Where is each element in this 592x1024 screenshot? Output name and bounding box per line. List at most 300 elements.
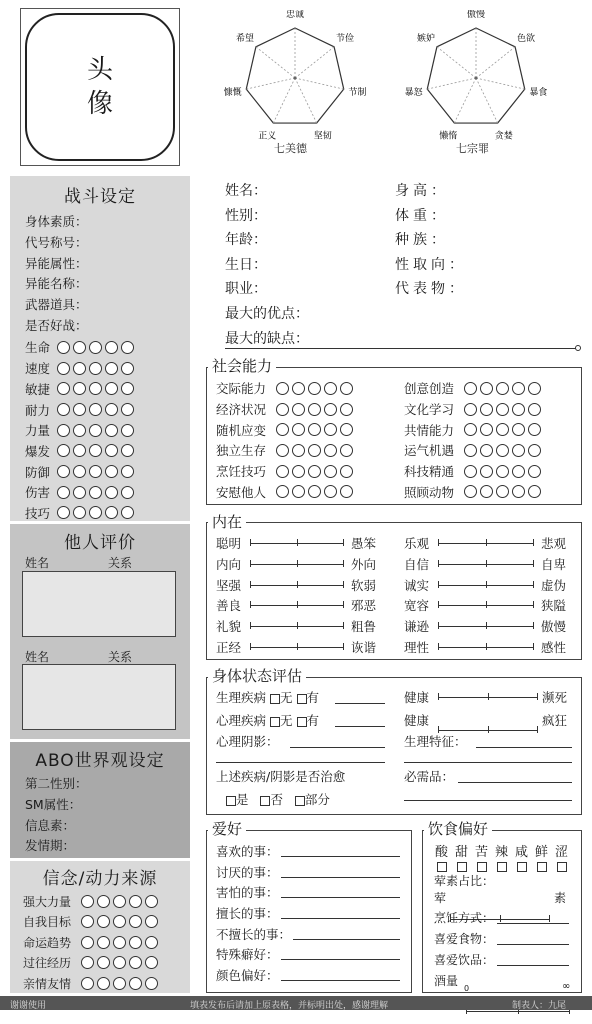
social-rating-circle[interactable]: [528, 485, 541, 498]
social-rating-circle[interactable]: [496, 382, 509, 395]
combat-field-label[interactable]: 武器道具：: [25, 297, 88, 313]
social-rating-circle[interactable]: [276, 423, 289, 436]
motivation-rating-circle[interactable]: [113, 977, 126, 990]
inner-left-trait: 自信: [404, 557, 430, 573]
combat-stat-rating-circle[interactable]: [121, 465, 134, 478]
combat-stat-rating-circle[interactable]: [121, 424, 134, 437]
taste-checkbox[interactable]: [497, 862, 507, 872]
combat-stat-rating-circle[interactable]: [89, 424, 102, 437]
social-rating-circle[interactable]: [480, 444, 493, 457]
social-rating-circle[interactable]: [464, 485, 477, 498]
combat-stat-rating-circle[interactable]: [121, 444, 134, 457]
sin-axis: [476, 78, 525, 89]
social-rating-circle[interactable]: [464, 403, 477, 416]
social-row: [404, 378, 544, 399]
combat-stat-rating-circle[interactable]: [57, 486, 70, 499]
body-state-title: 身体状态评估: [208, 665, 306, 686]
dying-label: 濒死: [542, 690, 568, 705]
abo-field-label[interactable]: 第二性别：: [25, 776, 88, 792]
combat-stat-rating-circle[interactable]: [105, 506, 118, 519]
combat-stat-rating-circle[interactable]: [89, 362, 102, 375]
combat-stat-rating-circle[interactable]: [89, 341, 102, 354]
social-rating-circle[interactable]: [292, 485, 305, 498]
abo-field-label[interactable]: 信息素：: [25, 817, 76, 833]
sin-label: 暴怒: [404, 88, 423, 99]
social-rating-circle[interactable]: [340, 423, 353, 436]
inner-trait-slider[interactable]: [250, 534, 344, 544]
social-rating-circle[interactable]: [496, 485, 509, 498]
social-rating-circle[interactable]: [340, 403, 353, 416]
taste-label: 鲜: [534, 845, 548, 860]
hobby-label: 颜色偏好：: [216, 967, 279, 983]
traits-line-2: [404, 762, 572, 763]
motivation-rating-circle[interactable]: [113, 895, 126, 908]
social-row: [404, 481, 544, 502]
social-rating-circle[interactable]: [464, 444, 477, 457]
taste-option: [474, 841, 489, 872]
social-rating-circle[interactable]: [480, 465, 493, 478]
hobby-label: 讨厌的事：: [216, 864, 279, 880]
avatar-box[interactable]: [25, 13, 175, 161]
motivation-rating-circle[interactable]: [97, 977, 110, 990]
inner-right-trait: 狭隘: [540, 598, 566, 614]
cured-options: [226, 790, 330, 808]
basic-field-left[interactable]: 姓名：: [225, 183, 267, 199]
social-rating-circle[interactable]: [528, 423, 541, 436]
combat-stat-rating-circle[interactable]: [57, 465, 70, 478]
motivation-rating-circle[interactable]: [129, 915, 142, 928]
inner-trait-slider[interactable]: [438, 555, 534, 565]
virtue-label: 坚韧: [313, 131, 332, 142]
inner-right-trait: 愚笨: [350, 536, 376, 552]
cured-partial-label: 部分: [304, 792, 330, 807]
motivation-rating-circle[interactable]: [129, 936, 142, 949]
social-rating-circle[interactable]: [464, 382, 477, 395]
motivation-rating-circle[interactable]: [145, 936, 158, 949]
social-rating-circle[interactable]: [308, 444, 321, 457]
inner-trait-slider[interactable]: [250, 617, 344, 627]
social-rating-circle[interactable]: [324, 465, 337, 478]
social-row: [216, 419, 356, 440]
hobby-row[interactable]: [216, 882, 406, 903]
social-rating-circle[interactable]: [340, 382, 353, 395]
combat-stat-rating-circle[interactable]: [105, 382, 118, 395]
inner-row: [216, 595, 376, 616]
social-rating-circle[interactable]: [480, 485, 493, 498]
combat-stat-rating-circle[interactable]: [57, 424, 70, 437]
inner-trait-slider[interactable]: [250, 596, 344, 606]
social-label: 交际能力: [216, 381, 267, 397]
basic-field-right[interactable]: 身高：: [395, 183, 449, 199]
taste-label: 甜: [454, 845, 468, 860]
motivation-rating-circle[interactable]: [81, 915, 94, 928]
combat-stat-rating-circle[interactable]: [121, 403, 134, 416]
combat-stat-label: 生命: [25, 340, 51, 356]
motivation-rating-circle[interactable]: [145, 956, 158, 969]
combat-stat-row: [25, 358, 190, 379]
virtue-axis: [246, 78, 295, 89]
inner-row: [216, 636, 376, 657]
motivation-rating-circle[interactable]: [97, 936, 110, 949]
virtue-axis: [295, 47, 334, 78]
social-rating-circle[interactable]: [324, 485, 337, 498]
social-rating-circle[interactable]: [292, 444, 305, 457]
hobby-line: [281, 907, 400, 919]
social-label: 共情能力: [404, 422, 455, 438]
combat-stat-rating-circle[interactable]: [57, 341, 70, 354]
social-rating-circle[interactable]: [480, 403, 493, 416]
inner-row: [216, 616, 376, 637]
social-row: [216, 481, 356, 502]
footer-center: 填表发布后请加上原表格，并标明出处，感谢理解: [190, 1001, 389, 1011]
inner-trait-slider[interactable]: [438, 638, 534, 648]
combat-stat-row: [25, 337, 190, 358]
inner-row: [404, 595, 566, 616]
combat-field-label[interactable]: 异能名称：: [25, 276, 88, 292]
taste-label: 咸: [514, 845, 528, 860]
cooking-line: [497, 923, 569, 924]
social-rating-circle[interactable]: [512, 423, 525, 436]
motivation-label: 亲情友情: [23, 976, 72, 991]
social-rating-circle[interactable]: [512, 382, 525, 395]
inner-trait-slider[interactable]: [438, 576, 534, 586]
inner-row: [404, 574, 566, 595]
social-rating-circle[interactable]: [496, 403, 509, 416]
abo-field-label[interactable]: SM属性：: [25, 797, 82, 813]
social-rating-circle[interactable]: [512, 444, 525, 457]
hobby-row[interactable]: [216, 862, 406, 883]
motivation-panel: [10, 861, 190, 993]
inner-left-trait: 宽容: [404, 598, 430, 614]
combat-stat-rating-circle[interactable]: [73, 444, 86, 457]
social-rating-circle[interactable]: [276, 485, 289, 498]
social-rating-circle[interactable]: [464, 465, 477, 478]
hobby-line: [281, 845, 400, 857]
basic-field-left[interactable]: 性别：: [225, 207, 267, 224]
combat-stat-label: 技巧: [25, 505, 51, 521]
motivation-rating-circle[interactable]: [81, 956, 94, 969]
basic-field-left[interactable]: 年龄：: [225, 232, 267, 249]
combat-field-label[interactable]: 是否好战：: [25, 317, 88, 333]
motivation-row: [23, 973, 190, 994]
social-rating-circle[interactable]: [292, 382, 305, 395]
basic-field-right[interactable]: 代表物：: [395, 281, 467, 298]
motivation-rating-circle[interactable]: [145, 915, 158, 928]
inner-trait-slider[interactable]: [250, 555, 344, 565]
motivation-row: [23, 891, 190, 912]
motivation-rating-circle[interactable]: [81, 977, 94, 990]
hobby-title: 爱好: [208, 818, 246, 839]
combat-stat-row: [25, 441, 190, 462]
social-rating-circle[interactable]: [464, 423, 477, 436]
social-rating-circle[interactable]: [340, 485, 353, 498]
social-label: 照顾动物: [404, 484, 455, 500]
social-rating-circle[interactable]: [276, 465, 289, 478]
social-rating-circle[interactable]: [324, 423, 337, 436]
social-row: [404, 419, 544, 440]
basic-field-left[interactable]: 生日：: [225, 256, 267, 273]
motivation-rating-circle[interactable]: [113, 956, 126, 969]
taste-label: 苦: [474, 845, 488, 860]
diet-title: 饮食偏好: [424, 818, 492, 839]
social-rating-circle[interactable]: [308, 423, 321, 436]
inner-trait-slider[interactable]: [438, 617, 534, 627]
social-rating-circle[interactable]: [496, 423, 509, 436]
inner-trait-slider[interactable]: [250, 576, 344, 586]
combat-stat-rating-circle[interactable]: [73, 506, 86, 519]
inner-trait-slider[interactable]: [250, 638, 344, 648]
social-row: [404, 440, 544, 461]
combat-field-label[interactable]: 代号称号：: [25, 235, 88, 251]
social-rating-circle[interactable]: [308, 465, 321, 478]
combat-stat-rating-circle[interactable]: [105, 341, 118, 354]
mental-illness-label: 心理疾病: [216, 713, 267, 728]
virtue-label: 节俭: [336, 34, 355, 45]
combat-stat-rating-circle[interactable]: [105, 403, 118, 416]
social-rating-circle[interactable]: [496, 444, 509, 457]
others-name-label-2: 姓名: [25, 650, 50, 664]
taste-option: [534, 841, 549, 872]
motivation-rating-circle[interactable]: [129, 956, 142, 969]
combat-stat-rating-circle[interactable]: [105, 362, 118, 375]
combat-stat-rating-circle[interactable]: [73, 382, 86, 395]
virtue-label: 慷慨: [223, 88, 242, 99]
social-rating-circle[interactable]: [528, 444, 541, 457]
cured-no-checkbox[interactable]: [260, 796, 270, 806]
combat-stat-rating-circle[interactable]: [105, 444, 118, 457]
social-rating-circle[interactable]: [496, 465, 509, 478]
hobby-row[interactable]: [216, 944, 406, 965]
combat-stat-rating-circle[interactable]: [73, 403, 86, 416]
inner-title: 内在: [208, 511, 246, 532]
combat-stat-rating-circle[interactable]: [57, 444, 70, 457]
combat-stat-rating-circle[interactable]: [73, 362, 86, 375]
sins-caption: 七宗罪: [456, 142, 489, 155]
others-eval-box-1[interactable]: [22, 571, 176, 637]
sin-axis: [427, 78, 476, 89]
combat-stat-rating-circle[interactable]: [57, 506, 70, 519]
social-label: 文化学习: [404, 402, 455, 418]
social-rating-circle[interactable]: [324, 403, 337, 416]
abo-field-label[interactable]: 发情期：: [25, 838, 76, 854]
social-label: 科技精通: [404, 464, 455, 480]
flaw-line-dot: [575, 345, 581, 351]
combat-stat-rating-circle[interactable]: [105, 465, 118, 478]
motivation-rating-circle[interactable]: [97, 956, 110, 969]
inner-right-trait: 感性: [540, 639, 566, 655]
social-rating-circle[interactable]: [292, 423, 305, 436]
social-rating-circle[interactable]: [512, 485, 525, 498]
virtue-axis: [295, 78, 344, 89]
combat-stat-rating-circle[interactable]: [57, 403, 70, 416]
basic-field-right[interactable]: 体重：: [395, 207, 449, 224]
basic-field-right[interactable]: 性取向：: [395, 256, 467, 273]
social-row: [216, 440, 356, 461]
combat-stat-rating-circle[interactable]: [89, 486, 102, 499]
inner-right-trait: 悲观: [540, 536, 566, 552]
others-eval-box-2[interactable]: [22, 664, 176, 730]
virtue-label: 希望: [235, 34, 254, 45]
motivation-rating-circle[interactable]: [81, 936, 94, 949]
social-label: 随机应变: [216, 422, 267, 438]
social-rating-circle[interactable]: [308, 485, 321, 498]
taste-checkbox[interactable]: [537, 862, 547, 872]
social-rating-circle[interactable]: [528, 465, 541, 478]
inner-left-trait: 礼貌: [216, 619, 242, 635]
combat-stat-row: [25, 379, 190, 400]
motivation-rating-circle[interactable]: [81, 895, 94, 908]
food-label: 喜爱食物：: [434, 932, 495, 946]
taste-checkbox[interactable]: [477, 862, 487, 872]
combat-field-label[interactable]: 身体素质：: [25, 214, 88, 230]
physical-has-checkbox[interactable]: [297, 694, 307, 704]
mental-has-checkbox[interactable]: [297, 717, 307, 727]
motivation-rating-circle[interactable]: [129, 895, 142, 908]
mental-none-label: 无: [280, 713, 293, 728]
social-rating-circle[interactable]: [480, 382, 493, 395]
social-rating-circle[interactable]: [340, 444, 353, 457]
inner-left-trait: 乐观: [404, 536, 430, 552]
social-rating-circle[interactable]: [528, 382, 541, 395]
combat-stat-rating-circle[interactable]: [121, 486, 134, 499]
social-rating-circle[interactable]: [324, 444, 337, 457]
virtues-caption: 七美德: [274, 142, 307, 155]
combat-stat-rating-circle[interactable]: [73, 465, 86, 478]
merit-label: 最大的优点：: [225, 306, 309, 322]
veg-label: 素: [554, 891, 567, 905]
virtue-center: [294, 77, 297, 80]
health-insanity-slider[interactable]: [438, 721, 538, 731]
combat-stat-rating-circle[interactable]: [89, 403, 102, 416]
motivation-rating-circle[interactable]: [145, 895, 158, 908]
taste-checkbox[interactable]: [557, 862, 567, 872]
social-label: 烹饪技巧: [216, 464, 267, 480]
social-rating-circle[interactable]: [512, 403, 525, 416]
virtue-label: 正义: [258, 131, 277, 142]
combat-stat-rating-circle[interactable]: [89, 465, 102, 478]
social-rating-circle[interactable]: [308, 403, 321, 416]
sin-axis: [437, 47, 476, 78]
motivation-label: 命运趋势: [23, 935, 72, 950]
combat-stat-label: 力量: [25, 423, 51, 439]
avatar-frame: [20, 8, 180, 166]
inner-row: [404, 554, 566, 575]
combat-stat-row: [25, 399, 190, 420]
motivation-rating-circle[interactable]: [113, 936, 126, 949]
combat-stat-rating-circle[interactable]: [73, 424, 86, 437]
social-rating-circle[interactable]: [292, 403, 305, 416]
social-rating-circle[interactable]: [324, 382, 337, 395]
combat-stat-rating-circle[interactable]: [121, 362, 134, 375]
social-rating-circle[interactable]: [276, 382, 289, 395]
taste-checkbox[interactable]: [517, 862, 527, 872]
motivation-rating-circle[interactable]: [145, 977, 158, 990]
social-row: [404, 461, 544, 482]
combat-stat-rating-circle[interactable]: [121, 382, 134, 395]
social-rating-circle[interactable]: [308, 382, 321, 395]
inner-trait-slider[interactable]: [438, 596, 534, 606]
combat-field-label[interactable]: 异能属性：: [25, 255, 88, 271]
hobby-row[interactable]: [216, 923, 406, 944]
physical-illness-row: [216, 688, 319, 706]
inner-left-trait: 谦逊: [404, 619, 430, 635]
motivation-rating-circle[interactable]: [97, 895, 110, 908]
taste-checkbox[interactable]: [457, 862, 467, 872]
inner-left-trait: 正经: [216, 639, 242, 655]
combat-title: 战斗设定: [64, 187, 136, 207]
basic-field-right[interactable]: 种族：: [395, 232, 449, 249]
social-rating-circle[interactable]: [276, 403, 289, 416]
mental-illness-row: [216, 711, 319, 729]
social-row: [216, 399, 356, 420]
combat-stat-rating-circle[interactable]: [57, 382, 70, 395]
combat-panel: [10, 176, 190, 521]
social-rating-circle[interactable]: [292, 465, 305, 478]
physical-illness-line: [335, 703, 385, 704]
combat-stat-rating-circle[interactable]: [73, 341, 86, 354]
combat-stat-rating-circle[interactable]: [89, 444, 102, 457]
inner-right-trait: 傲慢: [540, 619, 566, 635]
cured-partial-checkbox[interactable]: [295, 796, 305, 806]
mental-none-checkbox[interactable]: [270, 717, 280, 727]
others-name-label-1: 姓名: [25, 556, 50, 570]
combat-stat-rating-circle[interactable]: [121, 506, 134, 519]
hobby-label: 擅长的事：: [216, 906, 279, 922]
social-row: [216, 461, 356, 482]
combat-stat-row: [25, 503, 190, 524]
combat-stat-label: 爆发: [25, 443, 51, 459]
hobby-row[interactable]: [216, 841, 406, 862]
inner-left-trait: 善良: [216, 598, 242, 614]
motivation-rating-circle[interactable]: [97, 915, 110, 928]
footer-left: 谢谢使用: [10, 1001, 47, 1011]
hobby-row[interactable]: [216, 965, 406, 986]
social-rating-circle[interactable]: [340, 465, 353, 478]
combat-stat-rating-circle[interactable]: [57, 362, 70, 375]
social-rating-circle[interactable]: [276, 444, 289, 457]
hobby-line: [281, 969, 400, 981]
inner-left-trait: 理性: [404, 639, 430, 655]
physical-none-checkbox[interactable]: [270, 694, 280, 704]
combat-stat-rating-circle[interactable]: [73, 486, 86, 499]
combat-stat-rating-circle[interactable]: [105, 424, 118, 437]
sin-axis: [476, 47, 515, 78]
social-rating-circle[interactable]: [512, 465, 525, 478]
combat-stat-rating-circle[interactable]: [105, 486, 118, 499]
cured-yes-checkbox[interactable]: [226, 796, 236, 806]
combat-stat-rating-circle[interactable]: [121, 341, 134, 354]
motivation-rating-circle[interactable]: [129, 977, 142, 990]
hobby-row[interactable]: [216, 903, 406, 924]
inner-row: [404, 616, 566, 637]
others-relation-label-2: 关系: [108, 650, 133, 664]
combat-stat-rating-circle[interactable]: [89, 382, 102, 395]
sin-axis: [454, 78, 476, 123]
alcohol-infinity: ∞: [562, 981, 571, 992]
social-title: 社会能力: [208, 355, 276, 376]
combat-stat-rating-circle[interactable]: [89, 506, 102, 519]
basic-field-left[interactable]: 职业：: [225, 281, 267, 298]
social-rating-circle[interactable]: [480, 423, 493, 436]
meat-label: 荤: [434, 891, 447, 905]
inner-trait-slider[interactable]: [438, 534, 534, 544]
social-rating-circle[interactable]: [528, 403, 541, 416]
motivation-row: [23, 912, 190, 933]
insanity-label: 疯狂: [542, 713, 568, 728]
motivation-rating-circle[interactable]: [113, 915, 126, 928]
health-dying-slider[interactable]: [438, 688, 538, 698]
taste-checkbox[interactable]: [437, 862, 447, 872]
